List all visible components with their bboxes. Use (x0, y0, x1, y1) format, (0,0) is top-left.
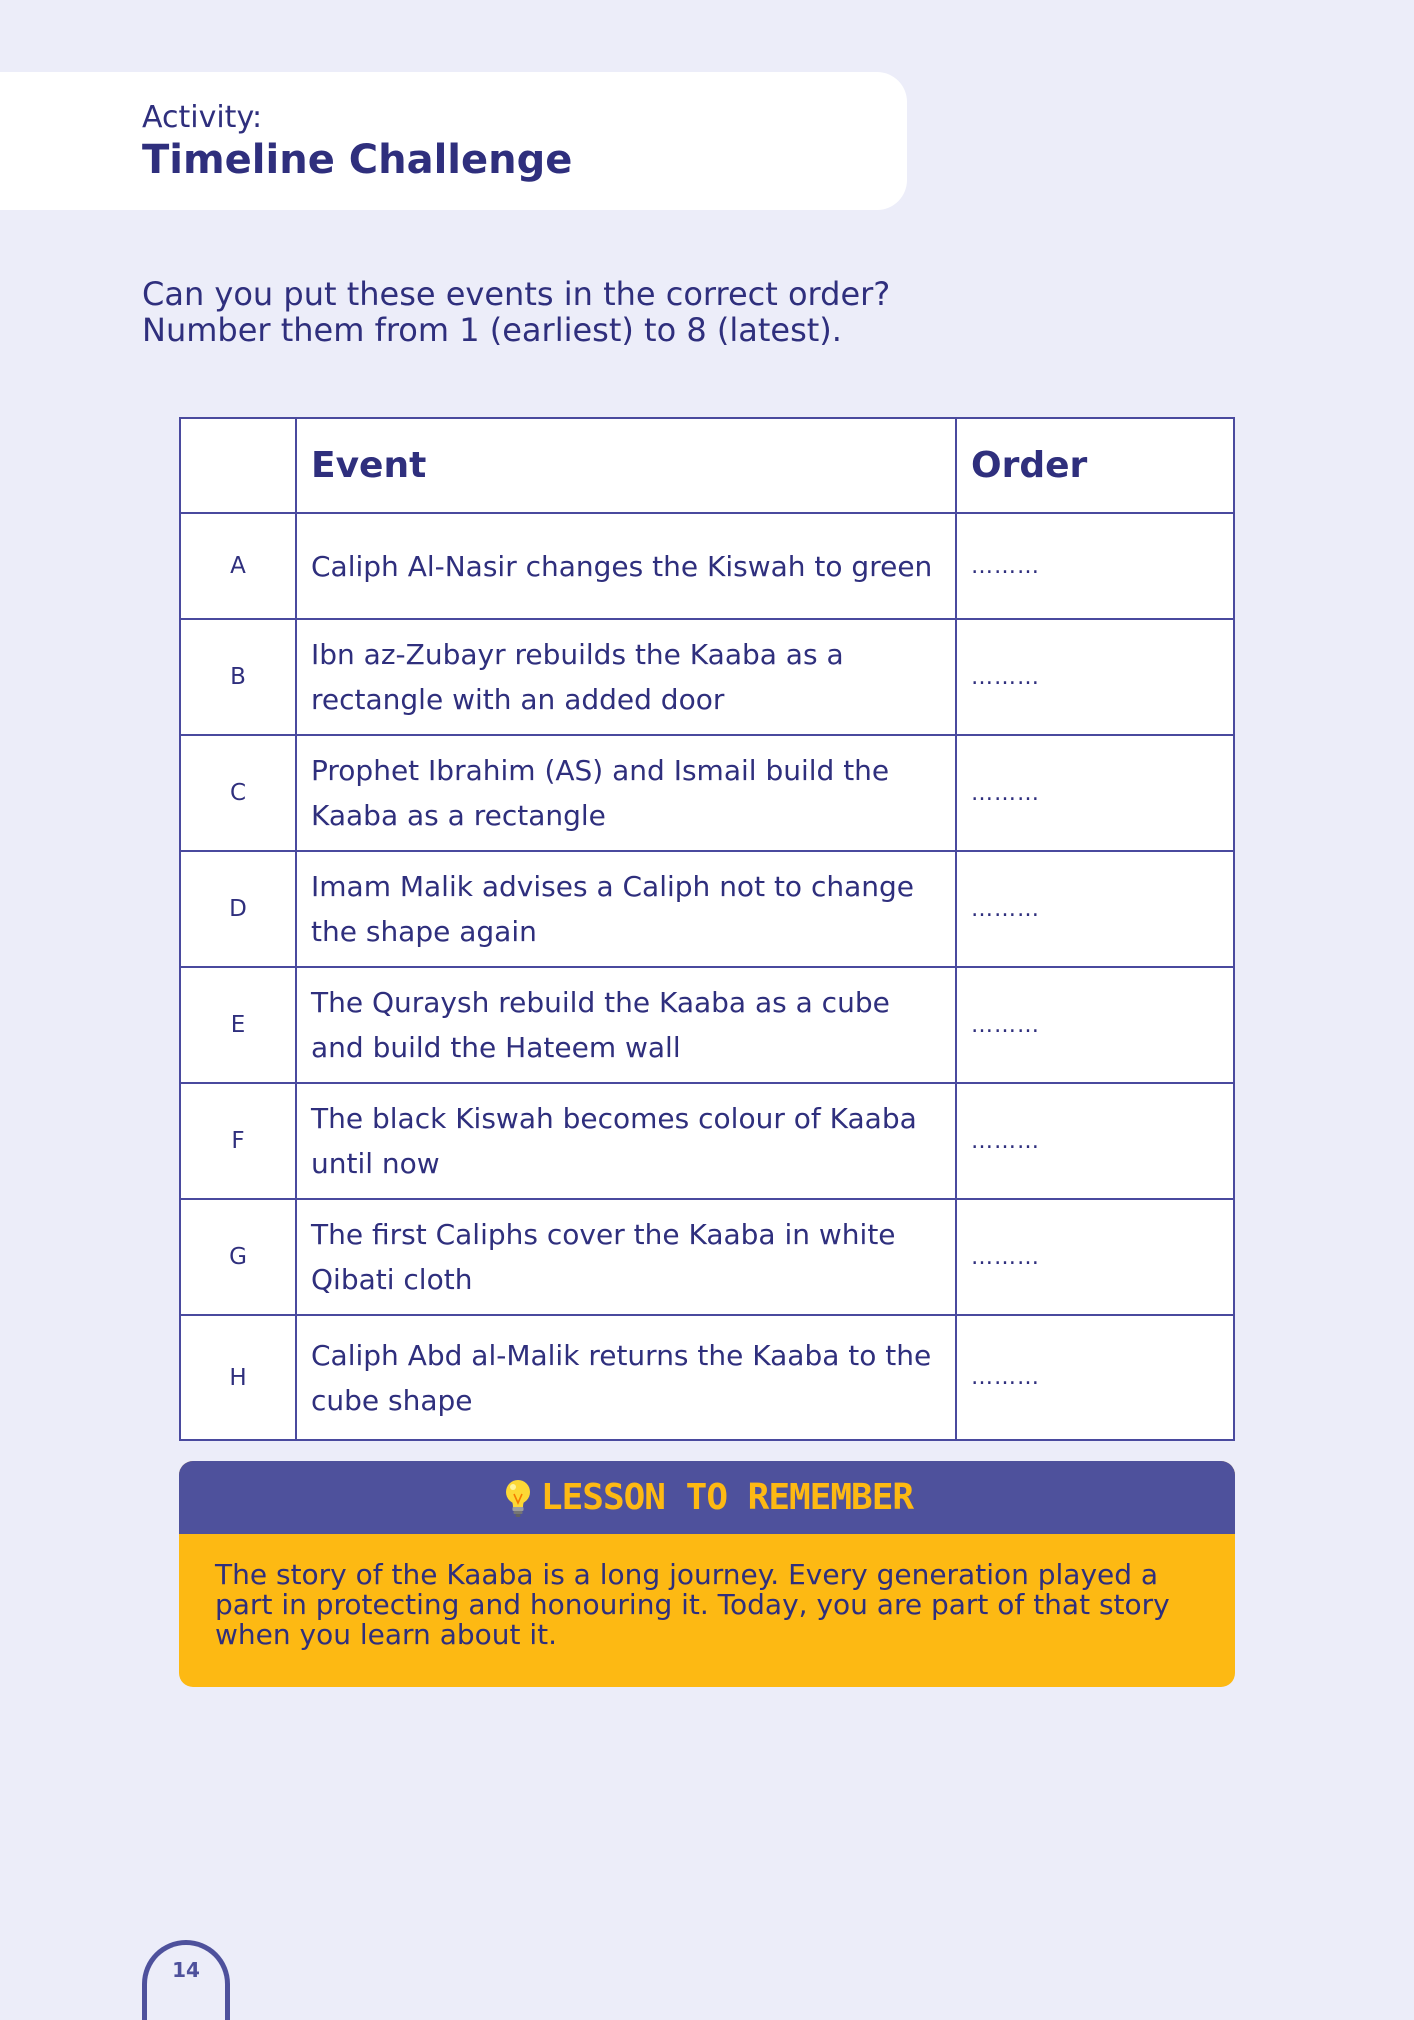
table-row (180, 513, 1234, 619)
order-blank[interactable]: ……… (956, 967, 1234, 1083)
lesson-text: The story of the Kaaba is a long journey. Every generation played a part in protecting and honouring it. Today, you are part of that story when you learn about it. (215, 1558, 1170, 1651)
activity-title: Timeline Challenge (142, 137, 573, 183)
row-letter: G (180, 1199, 296, 1315)
table-row (180, 1199, 1234, 1315)
row-event: Caliph Al-Nasir changes the Kiswah to green (296, 513, 956, 619)
instructions-line-1: Can you put these events in the correct order? (142, 275, 891, 313)
page-number: 14 (172, 1958, 200, 1982)
row-event: The first Caliphs cover the Kaaba in white Qibati cloth (296, 1199, 956, 1315)
table-row (180, 735, 1234, 851)
order-blank[interactable]: ……… (956, 619, 1234, 735)
row-letter: D (180, 851, 296, 967)
table-row (180, 851, 1234, 967)
row-event: The black Kiswah becomes colour of Kaaba until now (296, 1083, 956, 1199)
table-row (180, 1315, 1234, 1440)
activity-label: Activity: (142, 100, 263, 135)
order-blank[interactable]: ……… (956, 513, 1234, 619)
order-blank[interactable]: ……… (956, 851, 1234, 967)
row-letter: C (180, 735, 296, 851)
row-event: Ibn az-Zubayr rebuilds the Kaaba as a rectangle with an added door (296, 619, 956, 735)
order-blank[interactable]: ……… (956, 1083, 1234, 1199)
lesson-header (179, 1461, 1235, 1534)
lightbulb-icon (501, 1477, 535, 1519)
table-row (180, 1083, 1234, 1199)
row-event: The Quraysh rebuild the Kaaba as a cube and build the Hateem wall (296, 967, 956, 1083)
order-blank[interactable]: ……… (956, 735, 1234, 851)
row-letter: A (180, 513, 296, 619)
instructions (142, 276, 1142, 348)
order-blank[interactable]: ……… (956, 1315, 1234, 1440)
order-blank[interactable]: ……… (956, 1199, 1234, 1315)
row-letter: H (180, 1315, 296, 1440)
table-header-row (180, 418, 1234, 513)
row-letter: B (180, 619, 296, 735)
row-event: Prophet Ibrahim (AS) and Ismail build the Kaaba as a rectangle (296, 735, 956, 851)
row-event: Imam Malik advises a Caliph not to change the shape again (296, 851, 956, 967)
header-order: Order (956, 418, 1234, 513)
table-row (180, 619, 1234, 735)
header-letter (180, 418, 296, 513)
header-event: Event (296, 418, 956, 513)
lesson-box (179, 1461, 1235, 1687)
row-letter: F (180, 1083, 296, 1199)
timeline-table (179, 417, 1235, 1441)
table-row (180, 967, 1234, 1083)
row-event: Caliph Abd al-Malik returns the Kaaba to the cube shape (296, 1315, 956, 1440)
row-letter: E (180, 967, 296, 1083)
instructions-line-2: Number them from 1 (earliest) to 8 (latest). (142, 311, 842, 349)
lesson-title: LESSON TO REMEMBER (540, 1477, 914, 1518)
